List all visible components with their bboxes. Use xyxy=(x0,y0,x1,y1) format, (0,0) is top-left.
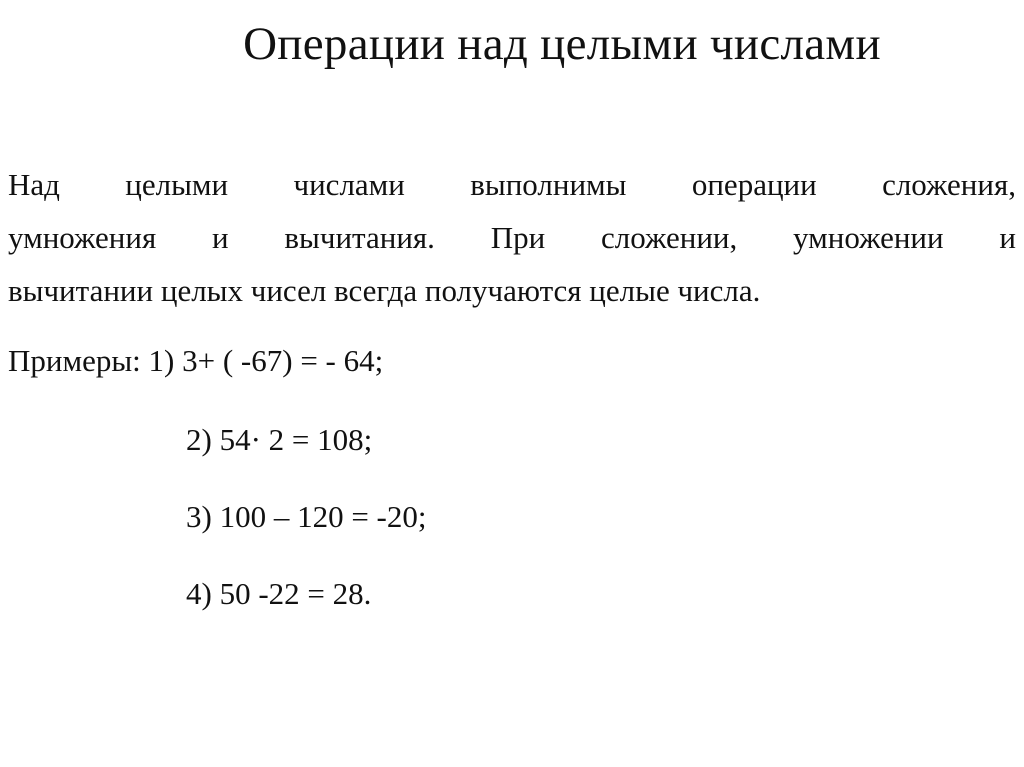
example-item: 3) 100 – 120 = -20; xyxy=(186,499,427,534)
intro-line: Над целыми числами выполнимы операции сложения, xyxy=(8,167,1016,202)
intro-paragraph xyxy=(8,158,1016,317)
examples-first-row xyxy=(8,339,383,383)
example-item: 4) 50 -22 = 28. xyxy=(186,576,372,611)
example-item: 2) 54· 2 = 108; xyxy=(186,422,373,457)
example-item: 1) 3+ ( -67) = - 64; xyxy=(148,343,384,378)
intro-line: вычитании целых чисел всегда получаются целые числа. xyxy=(8,273,761,308)
examples-label: Примеры: xyxy=(8,343,141,378)
slide-title: Операции над целыми числами xyxy=(243,18,881,70)
intro-line: умножения и вычитания. При сложении, умножении и xyxy=(8,220,1016,255)
